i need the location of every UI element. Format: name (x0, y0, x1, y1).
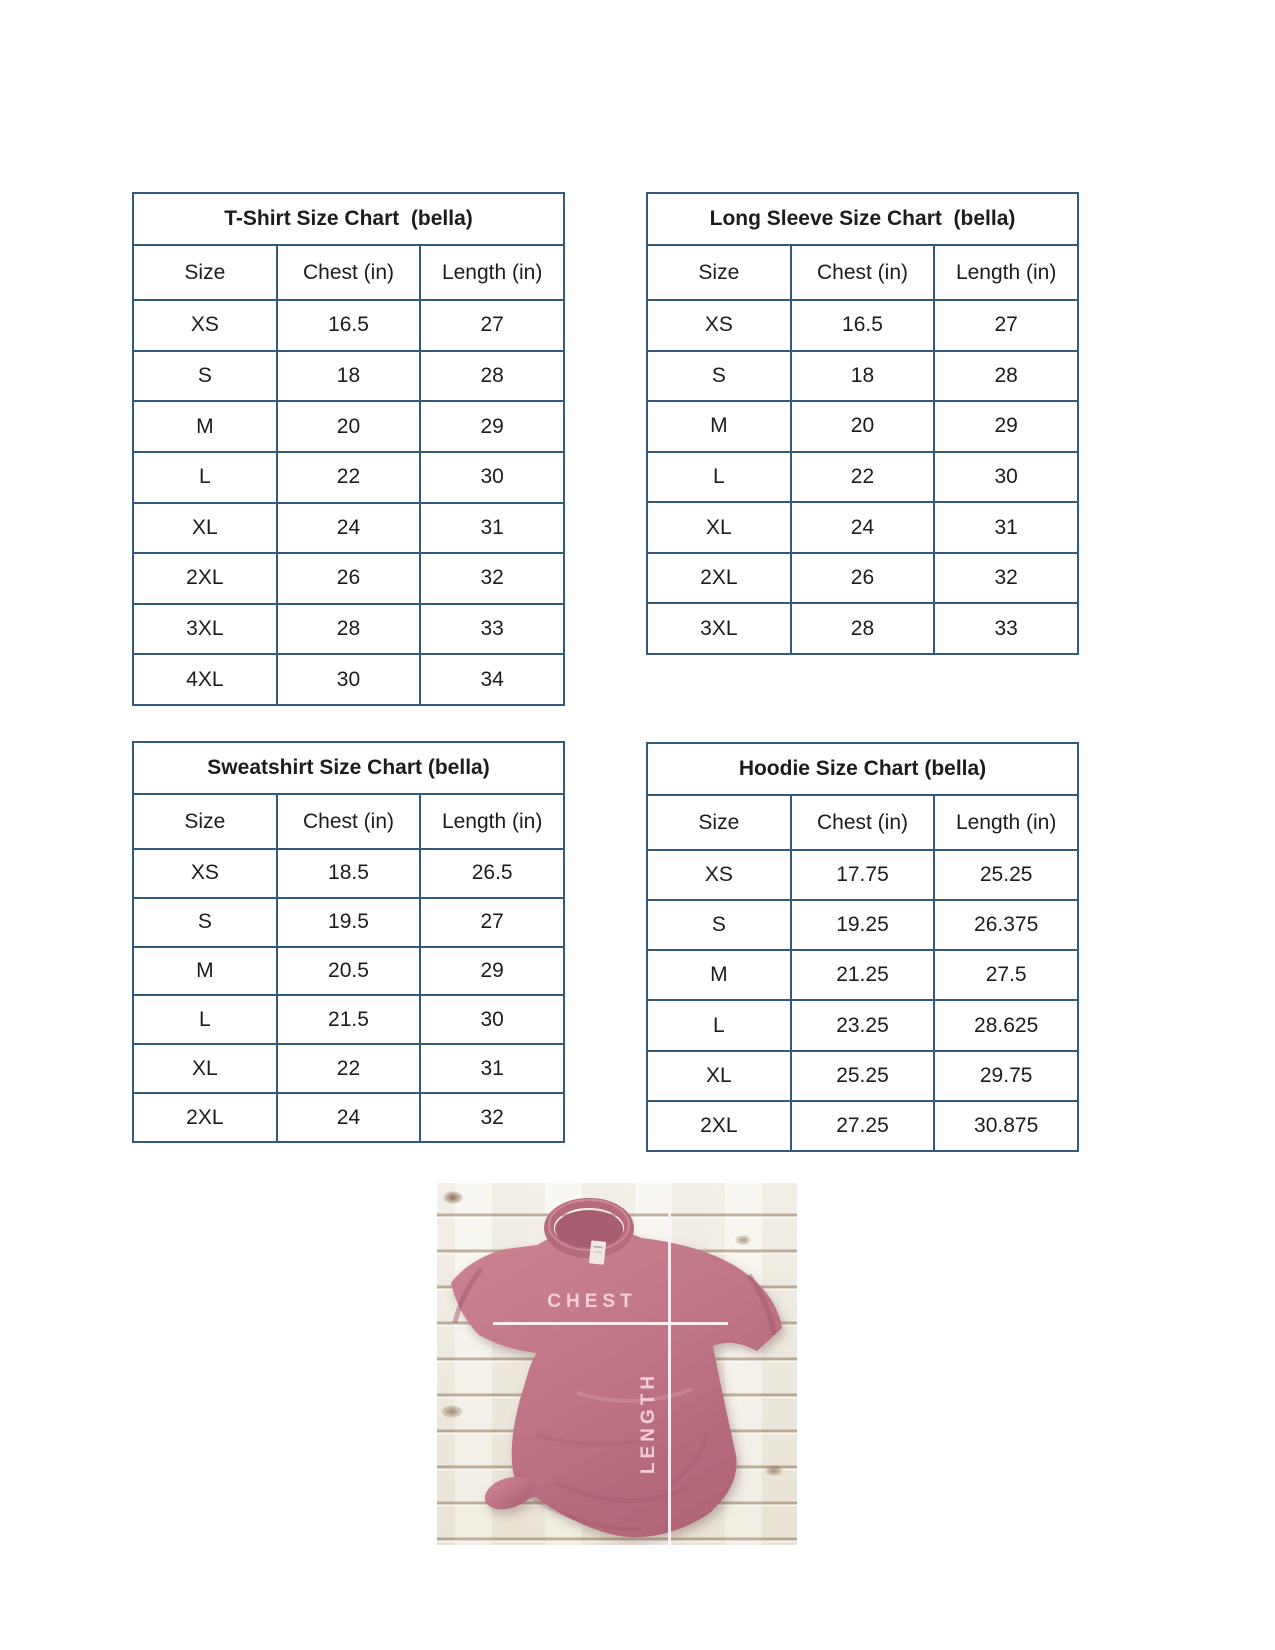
long-sleeve-row-3xl (647, 603, 1078, 654)
long-sleeve-column-header: Chest (in) (791, 245, 935, 300)
hoodie-size-chart-table (646, 742, 1079, 1152)
tshirt-cell: 26 (277, 553, 421, 604)
sweatshirt-cell: 29 (420, 947, 564, 996)
sweatshirt-cell: 32 (420, 1093, 564, 1142)
hoodie-cell: 30.875 (934, 1101, 1078, 1151)
sweatshirt-table-title: Sweatshirt Size Chart (bella) (133, 742, 564, 794)
hoodie-cell: 27.25 (791, 1101, 935, 1151)
tshirt-row-m (133, 401, 564, 452)
tshirt-column-header: Chest (in) (277, 245, 421, 300)
long-sleeve-row-m (647, 401, 1078, 452)
sweatshirt-column-header: Length (in) (420, 794, 564, 849)
hoodie-cell: M (647, 950, 791, 1000)
hoodie-cell: XS (647, 850, 791, 900)
tshirt-cell: 32 (420, 553, 564, 604)
hoodie-column-header: Size (647, 795, 791, 850)
chest-label: CHEST (547, 1291, 637, 1312)
tshirt-cell: 3XL (133, 604, 277, 655)
tshirt-row-3xl (133, 604, 564, 655)
sweatshirt-cell: M (133, 947, 277, 996)
chest-measure-line (493, 1322, 728, 1325)
tshirt-cell: 33 (420, 604, 564, 655)
long-sleeve-cell: 28 (934, 351, 1078, 402)
sweatshirt-cell: 27 (420, 898, 564, 947)
long-sleeve-cell: M (647, 401, 791, 452)
sweatshirt-cell: 30 (420, 995, 564, 1044)
long-sleeve-row-s (647, 351, 1078, 402)
tshirt-table-title: T-Shirt Size Chart (bella) (133, 193, 564, 245)
tshirt-cell: 18 (277, 351, 421, 402)
tshirt-row-s (133, 351, 564, 402)
tshirt-size-chart-table (132, 192, 565, 706)
long-sleeve-row-l (647, 452, 1078, 503)
tshirt-cell: 24 (277, 503, 421, 554)
tshirt-cell: 34 (420, 654, 564, 705)
long-sleeve-cell: 31 (934, 502, 1078, 553)
long-sleeve-row-2xl (647, 553, 1078, 604)
tshirt-cell: S (133, 351, 277, 402)
hoodie-cell: L (647, 1000, 791, 1050)
long-sleeve-table-title: Long Sleeve Size Chart (bella) (647, 193, 1078, 245)
long-sleeve-size-chart-table (646, 192, 1079, 655)
care-label (589, 1240, 606, 1264)
sweatshirt-cell: 18.5 (277, 849, 421, 898)
tshirt-cell: 31 (420, 503, 564, 554)
tshirt-cell: 30 (277, 654, 421, 705)
tshirt-cell: 28 (420, 351, 564, 402)
long-sleeve-cell: XL (647, 502, 791, 553)
hoodie-cell: 21.25 (791, 950, 935, 1000)
long-sleeve-cell: 28 (791, 603, 935, 654)
long-sleeve-column-header: Length (in) (934, 245, 1078, 300)
tshirt-cell: 28 (277, 604, 421, 655)
hoodie-column-header: Chest (in) (791, 795, 935, 850)
long-sleeve-cell: 24 (791, 502, 935, 553)
tshirt-cell: 4XL (133, 654, 277, 705)
sweatshirt-cell: XS (133, 849, 277, 898)
hoodie-row-xl (647, 1051, 1078, 1101)
hoodie-cell: 2XL (647, 1101, 791, 1151)
tshirt-column-header: Size (133, 245, 277, 300)
tshirt-cell: L (133, 452, 277, 503)
long-sleeve-cell: 2XL (647, 553, 791, 604)
sweatshirt-row-s (133, 898, 564, 947)
hoodie-column-header: Length (in) (934, 795, 1078, 850)
tshirt-row-l (133, 452, 564, 503)
hoodie-cell: 27.5 (934, 950, 1078, 1000)
tshirt-cell: 16.5 (277, 300, 421, 351)
long-sleeve-row-xs (647, 300, 1078, 351)
tshirt-column-header: Length (in) (420, 245, 564, 300)
hoodie-cell: XL (647, 1051, 791, 1101)
long-sleeve-cell: 18 (791, 351, 935, 402)
sweatshirt-cell: 21.5 (277, 995, 421, 1044)
sweatshirt-row-xs (133, 849, 564, 898)
long-sleeve-cell: 33 (934, 603, 1078, 654)
long-sleeve-cell: 22 (791, 452, 935, 503)
long-sleeve-cell: 16.5 (791, 300, 935, 351)
tshirt-row-xs (133, 300, 564, 351)
long-sleeve-cell: 30 (934, 452, 1078, 503)
long-sleeve-cell: 29 (934, 401, 1078, 452)
long-sleeve-cell: XS (647, 300, 791, 351)
sweatshirt-cell: 20.5 (277, 947, 421, 996)
tshirt-row-xl (133, 503, 564, 554)
tshirt-cell: 30 (420, 452, 564, 503)
sweatshirt-column-header: Size (133, 794, 277, 849)
tshirt-cell: 2XL (133, 553, 277, 604)
sweatshirt-cell: L (133, 995, 277, 1044)
tshirt-cell: XL (133, 503, 277, 554)
hoodie-cell: 23.25 (791, 1000, 935, 1050)
hoodie-cell: 19.25 (791, 900, 935, 950)
hoodie-cell: 25.25 (791, 1051, 935, 1101)
tshirt-cell: 22 (277, 452, 421, 503)
long-sleeve-column-header: Size (647, 245, 791, 300)
sweatshirt-row-xl (133, 1044, 564, 1093)
hoodie-cell: 28.625 (934, 1000, 1078, 1050)
long-sleeve-cell: S (647, 351, 791, 402)
sweatshirt-row-m (133, 947, 564, 996)
long-sleeve-cell: 27 (934, 300, 1078, 351)
long-sleeve-cell: 32 (934, 553, 1078, 604)
tshirt-graphic (437, 1183, 797, 1545)
sweatshirt-cell: XL (133, 1044, 277, 1093)
sweatshirt-cell: 31 (420, 1044, 564, 1093)
tshirt-row-4xl (133, 654, 564, 705)
sweatshirt-cell: 24 (277, 1093, 421, 1142)
hoodie-row-2xl (647, 1101, 1078, 1151)
sweatshirt-cell: S (133, 898, 277, 947)
tshirt-cell: 20 (277, 401, 421, 452)
sweatshirt-cell: 2XL (133, 1093, 277, 1142)
sweatshirt-cell: 19.5 (277, 898, 421, 947)
hoodie-row-l (647, 1000, 1078, 1050)
long-sleeve-row-xl (647, 502, 1078, 553)
hoodie-cell: S (647, 900, 791, 950)
long-sleeve-cell: 26 (791, 553, 935, 604)
length-label: LENGTH (638, 1371, 659, 1475)
hoodie-cell: 17.75 (791, 850, 935, 900)
tshirt-cell: 29 (420, 401, 564, 452)
tshirt-row-2xl (133, 553, 564, 604)
hoodie-row-xs (647, 850, 1078, 900)
length-measure-line (668, 1197, 671, 1545)
tshirt-collar-opening (555, 1210, 623, 1248)
sweatshirt-cell: 22 (277, 1044, 421, 1093)
hoodie-cell: 25.25 (934, 850, 1078, 900)
tshirt-cell: 27 (420, 300, 564, 351)
hoodie-row-m (647, 950, 1078, 1000)
tshirt-cell: XS (133, 300, 277, 351)
long-sleeve-cell: 20 (791, 401, 935, 452)
sweatshirt-row-2xl (133, 1093, 564, 1142)
long-sleeve-cell: 3XL (647, 603, 791, 654)
long-sleeve-cell: L (647, 452, 791, 503)
sweatshirt-cell: 26.5 (420, 849, 564, 898)
hoodie-table-title: Hoodie Size Chart (bella) (647, 743, 1078, 795)
sweatshirt-row-l (133, 995, 564, 1044)
tshirt-measurement-photo (437, 1183, 797, 1545)
sweatshirt-column-header: Chest (in) (277, 794, 421, 849)
tshirt-cell: M (133, 401, 277, 452)
hoodie-cell: 26.375 (934, 900, 1078, 950)
sweatshirt-size-chart-table (132, 741, 565, 1143)
hoodie-row-s (647, 900, 1078, 950)
hoodie-cell: 29.75 (934, 1051, 1078, 1101)
